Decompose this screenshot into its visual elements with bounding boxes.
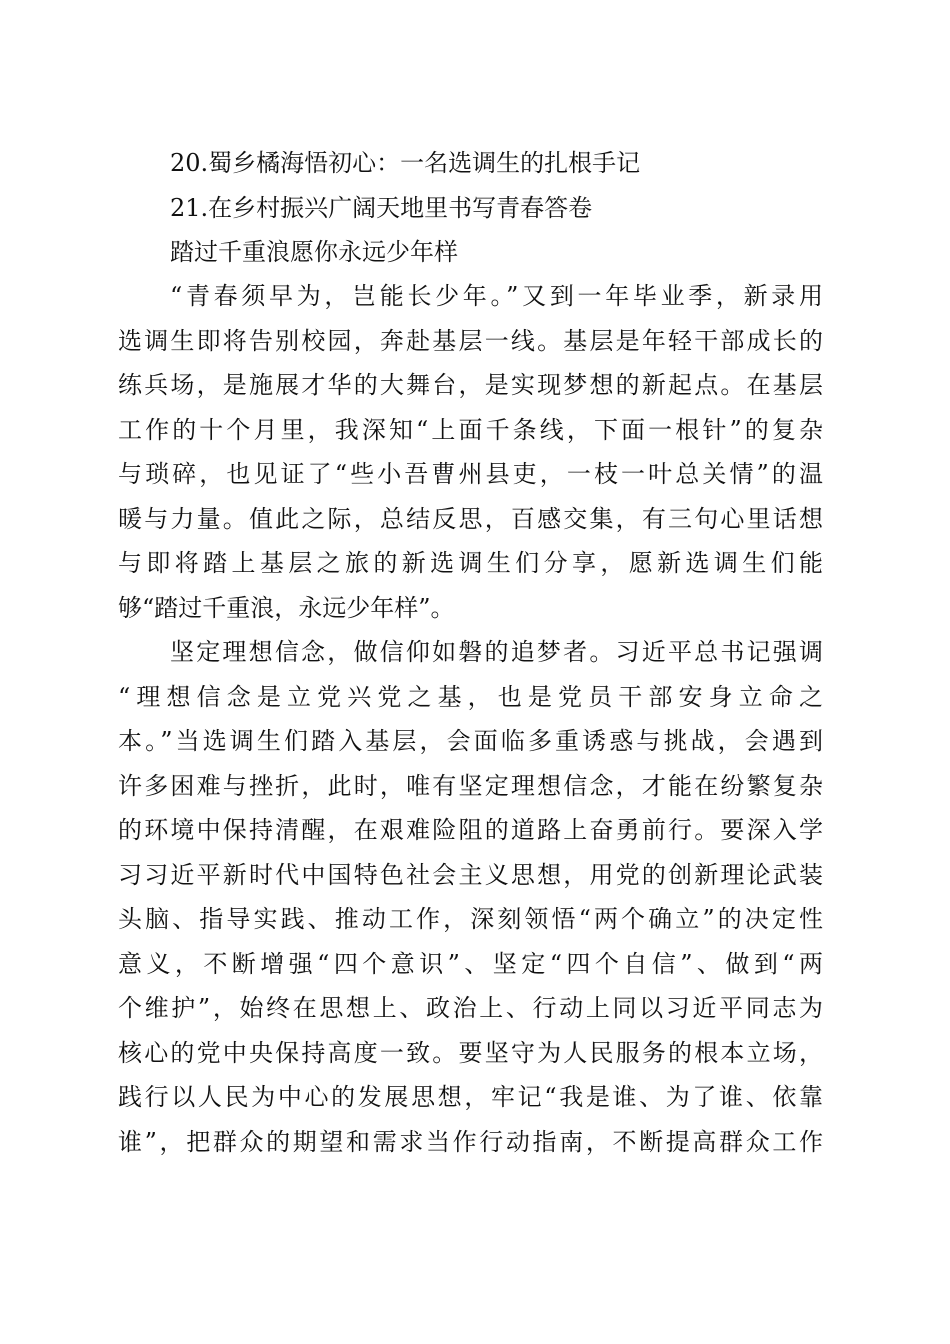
paragraph-line: 够“踏过千重浪，永远少年样”。	[118, 594, 455, 622]
paragraph-line: 核心的党中央保持高度一致。要坚守为人民服务的根本立场，	[118, 1039, 823, 1067]
article-title: 踏过千重浪愿你永远少年样	[170, 238, 458, 266]
paragraph-line: 意义，不断增强“四个意识”、坚定“四个自信”、做到“两	[118, 950, 823, 978]
paragraph-line: 习习近平新时代中国特色社会主义思想，用党的创新理论武装	[118, 861, 823, 889]
paragraph-line: 练兵场，是施展才华的大舞台，是实现梦想的新起点。在基层	[118, 371, 823, 399]
paragraph-line: “理想信念是立党兴党之基，也是党员干部安身立命之	[118, 683, 823, 711]
paragraph-line: 与琐碎，也见证了“些小吾曹州县吏，一枝一叶总关情”的温	[118, 460, 823, 488]
paragraph-line: “青春须早为，岂能长少年。”又到一年毕业季，新录用	[170, 282, 823, 310]
paragraph-line: 践行以人民为中心的发展思想，牢记“我是谁、为了谁、依靠	[118, 1083, 823, 1111]
toc-item-21: 21.在乡村振兴广阔天地里书写青春答卷	[170, 194, 593, 222]
paragraph-line: 工作的十个月里，我深知“上面千条线，下面一根针”的复杂	[118, 416, 823, 444]
paragraph-line: 选调生即将告别校园，奔赴基层一线。基层是年轻干部成长的	[118, 327, 823, 355]
paragraph-line: 坚定理想信念，做信仰如磐的追梦者。习近平总书记强调	[170, 638, 823, 666]
toc-item-20: 20.蜀乡橘海悟初心：一名选调生的扎根手记	[170, 149, 641, 177]
paragraph-line: 头脑、指导实践、推动工作，深刻领悟“两个确立”的决定性	[118, 905, 823, 933]
paragraph-line: 的环境中保持清醒，在艰难险阻的道路上奋勇前行。要深入学	[118, 816, 823, 844]
paragraph-line: 暖与力量。值此之际，总结反思，百感交集，有三句心里话想	[118, 505, 823, 533]
paragraph-line: 与即将踏上基层之旅的新选调生们分享，愿新选调生们能	[118, 549, 823, 577]
paragraph-line: 本。”当选调生们踏入基层，会面临多重诱惑与挑战，会遇到	[118, 727, 823, 755]
paragraph-line: 个维护”，始终在思想上、政治上、行动上同以习近平同志为	[118, 994, 823, 1022]
paragraph-line: 许多困难与挫折，此时，唯有坚定理想信念，才能在纷繁复杂	[118, 772, 823, 800]
paragraph-line: 谁”，把群众的期望和需求当作行动指南，不断提高群众工作	[118, 1128, 823, 1156]
